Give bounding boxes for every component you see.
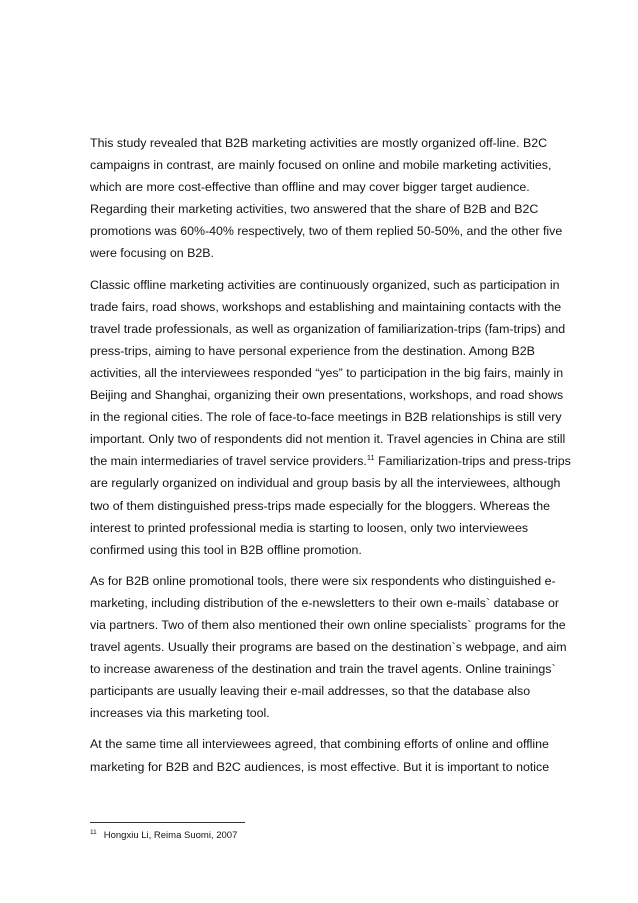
text-line: Beijing and Shanghai, organizing their own presentations, workshops, and road shows xyxy=(90,388,564,403)
text-line: confirmed using this tool in B2B offline promotion. xyxy=(90,542,362,557)
text-line: were focusing on B2B. xyxy=(90,246,214,261)
text-line: Regarding their marketing activities, two answered that the share of B2B and B2C xyxy=(90,202,539,217)
footnote-text: Hongxiu Li, Reima Suomi, 2007 xyxy=(103,830,238,841)
text-line: press-trips, aiming to have personal experience from the destination. Among B2B xyxy=(90,343,535,358)
text-line: are regularly organized on individual and group basis by all the interviewees, although xyxy=(90,476,561,491)
text-line: via partners. Two of them also mentioned their own online specialists` programs for the xyxy=(90,617,566,632)
text-line: promotions was 60%-40% respectively, two of them replied 50-50%, and the other five xyxy=(90,224,563,239)
text-line: This study revealed that B2B marketing activities are mostly organized off-line. B2C xyxy=(90,136,548,150)
text-line: in the regional cities. The role of face-to-face meetings in B2B relationships is still very xyxy=(90,410,562,425)
text-line: travel agents. Usually their programs are based on the destination`s webpage, and aim xyxy=(90,640,567,655)
text-line: At the same time all interviewees agreed, that combining efforts of online and offline xyxy=(90,737,549,752)
text-line: marketing for B2B and B2C audiences, is most effective. But it is important to notice xyxy=(90,759,550,774)
paragraph-3 xyxy=(90,570,576,725)
text-line: activities, all the interviewees responded “yes” to participation in the big fairs, mainly in xyxy=(90,365,564,380)
text-line: interest to printed professional media is starting to loosen, only two interviewees xyxy=(90,520,529,535)
footnote xyxy=(90,830,237,842)
text-line: travel trade professionals, as well as organization of familiarization-trips (fam-trips) and xyxy=(90,321,566,336)
footnote-reference[interactable]: 11 xyxy=(366,453,375,463)
footnote-mark: 11 xyxy=(90,828,97,836)
text-line: important. Only two of respondents did not mention it. Travel agencies in China are still xyxy=(90,432,566,447)
text-line: which are more cost-effective than offline and may cover bigger target audience. xyxy=(90,180,530,195)
text-line: trade fairs, road shows, workshops and establishing and maintaining contacts with the xyxy=(90,299,562,314)
body-text xyxy=(90,132,576,778)
text-line: to increase awareness of the destination and train the travel agents. Online trainings` xyxy=(90,662,556,677)
text-line: campaigns in contrast, are mainly focused on online and mobile marketing activities, xyxy=(90,158,552,173)
footnote-divider xyxy=(90,822,245,823)
text-line: As for B2B online promotional tools, there were six respondents who distinguished e- xyxy=(90,573,556,588)
paragraph-2 xyxy=(90,274,576,561)
text-line: participants are usually leaving their e-mail addresses, so that the database also xyxy=(90,684,531,699)
text-segment: the main intermediaries of travel service providers. xyxy=(90,454,367,469)
text-line: two of them distinguished press-trips made especially for the bloggers. Whereas the xyxy=(90,498,551,513)
text-line: increases via this marketing tool. xyxy=(90,706,270,721)
text-segment: Familiarization-trips and press-trips xyxy=(374,454,571,469)
paragraph-1 xyxy=(90,132,576,265)
paragraph-4 xyxy=(90,733,576,777)
text-line: Classic offline marketing activities are continuously organized, such as participation in xyxy=(90,277,560,292)
text-line-with-footnote xyxy=(90,450,576,472)
text-line: marketing, including distribution of the e-newsletters to their own e-mails` database or xyxy=(90,595,560,610)
